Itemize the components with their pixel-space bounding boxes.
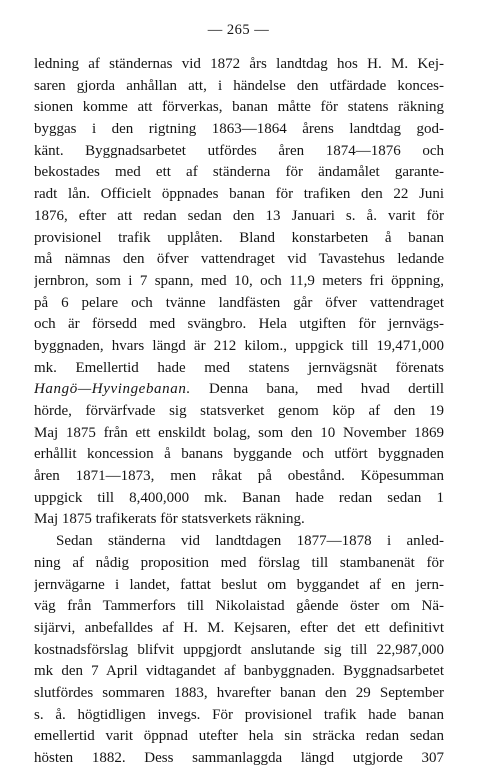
paragraph-2 [34,531,444,770]
text-line: hösten 1882. Dess sammanlaggda längd utgjorde 307 [34,750,444,766]
text-line: jernbron, som i 7 spann, med 10, och 11,9 meters fri öppning, [34,272,444,289]
text-line: uppgick till 8,400,000 mk. Banan hade redan sedan 1 [34,489,444,506]
text-line: byggnaden, hvars längd är 212 kilom., uppgick till 19,471,000 [34,337,444,354]
text-line: s. å. högtidligen invegs. För provisionel trafik hade banan [34,706,444,723]
text-line: mk den 7 April vidtagandet af banbyggnaden. Byggnadsarbetet [34,663,444,680]
text-line: ledning af ständernas vid 1872 års landtdag hos H. M. Kej- [34,56,444,72]
text-line: Sedan ständerna vid landtdagen 1877—1878 i anled- [56,533,444,550]
text-line: Maj 1875 trafikerats för statsverkets räkning. [34,511,305,528]
text-line: bekostades med ett af ständerna för ändamålet garante- [34,164,444,181]
text-line: och är försedd med svängbro. Hela utgiften för jernvägs- [34,316,444,333]
text-line: Maj 1875 från ett enskildt bolag, som den 10 November 1869 [34,424,444,441]
italic-railway-name: Hangö—Hyvingebanan. [34,381,191,398]
text-line: slutfördes sommaren 1883, hvarefter banan den 29 September [34,684,444,701]
text-line: hörde, förvärfvade sig statsverket genom köp af den 19 [34,403,444,419]
text-line: radt lån. Officielt öppnades banan för trafiken den 22 Juni [34,186,444,203]
text-line: må nämnas den öfver vattendraget vid Tavastehus ledande [34,251,444,268]
text-line: erhållit koncession å banans byggande och utfört byggnaden [34,446,444,463]
text-line: emellertid varit öppnad utefter hela sin sträcka redan sedan [34,728,444,745]
text-line: kostnadsförslag blifvit uppgjordt anslutande sig till 22,987,000 [34,641,444,658]
text-line: sijärvi, anbefalldes af H. M. Kejsaren, efter det ett definitivt [34,619,444,636]
text-line: mk. Emellertid hade med statens jernvägsnät förenats [34,359,444,376]
text-line: byggas i den rigtning 1863—1864 årens landtdag god- [34,121,444,138]
text-line: väg från Tammerfors till Nikolaistad gående öster om Nä- [34,598,444,615]
paragraph-1 [34,54,444,531]
text-line: saren gjorda anhållan att, i händelse den utfärdade konces- [34,77,444,94]
text-line [34,379,444,401]
body-text [34,54,444,770]
text-line: jernvägarne i landet, fattat beslut om byggandet af en jern- [34,576,444,593]
text-line: känt. Byggnadsarbetet utfördes åren 1874—1876 och [34,142,444,159]
page-number: — 265 — [207,22,270,38]
text-line: ning af nådig proposition med förslag till stambanenät för [34,554,444,571]
text-line: åren 1871—1873, men råkat på obestånd. Köpesumman [34,468,444,485]
text-line: provisionel trafik upplåten. Bland konstarbeten å banan [34,229,444,246]
text-line: sionen komme att förverkas, banan måtte för statens räkning [34,99,444,116]
text-line: på 6 pelare och tvänne landfästen går öfver vattendraget [34,294,444,311]
text-line: 1876, efter att redan sedan den 13 Januari s. å. varit för [34,207,444,224]
text-line-rest: Denna bana, med hvad dertill [190,381,444,398]
